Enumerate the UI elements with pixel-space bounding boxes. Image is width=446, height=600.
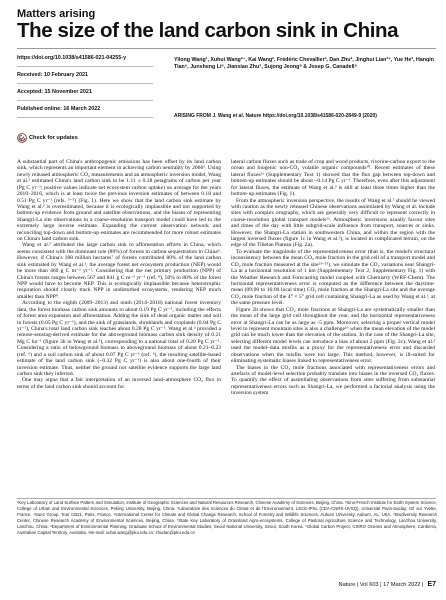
body-paragraph: To evaluate the magnitude of the representativeness error (that is, the model's structural inconsistency between the mean CO₂ mole fraction in the grid cell of a transport model and CO₂ mole fraction measured at the site¹³⁻¹⁵), we simulate the CO₂ variations near Shangri-La at a horizontal resolution of 1 km (Supplementary Text 2, Supplementary Fig. 1) with the Weather Research and Forecasting model coupled with Chemistry (WRF-Chem). The horizontal representativeness error is computed as the difference between the daytime-mean (09:00 to 16:00 local time) CO₂ mole fraction at the Shangri-La site and the average CO₂ mole fraction of the 4° × 5° grid cell containing Shangri-La as used by Wang et al.², at the same pressure level.: [231, 248, 435, 307]
page-footer: [339, 581, 436, 588]
check-for-updates-link[interactable]: Check for updates: [29, 135, 78, 141]
meta-divider: [17, 83, 153, 84]
affiliations-footnote: ¹Key Laboratory of Land Surface Pattern and Simulation, Institute of Geographic Sciences and Natural Resources Research, Chinese Academy of Sciences, Beijing, China. ²Sino-French Institute for Earth System Science, College of Urban and Environmental Sciences, Peking University, Beijing, China. ³Laboratoire des Sciences du Climat et de l'Environnement, LSCE-IPSL (CEA-CNRS-UVSQ), Université Paris-Saclay, Gif sur Yvette, France. ⁴Suez Group, Tour CB21, Paris, France. ⁵International Center for Climate and Global Change Research, School of Forestry and Wildlife Sciences, Auburn University, Auburn, AL, USA. ⁶Biodiversity Research Center, Chinese Research Academy of Environmental Sciences, Beijing, China. ⁷State Key Laboratory of Grassland Agro-ecosystems, College of Pastoral Agriculture Science and Technology, Lanzhou University, Lanzhou, China. ⁸Department of Environmental Planning, Graduate School of Environmental Studies, Seoul National University, Seoul, South Korea. ⁹Global Carbon Project, CSIRO Oceans and Atmosphere, Canberra, Australian Capital Territory, Australia. ✉e-mail: xuhui.wang@pku.edu.cn; zhudan@pku.edu.cn: [17, 500, 437, 535]
body-paragraph: lateral carbon fluxes such as trade of crop and wood products, riverine-carbon export to the ocean and biogenic non-CO₂ volatile organic compounds¹⁰. Recent estimates of these lateral fluxes¹¹ (Supplementary Text 1) showed that the flux gap between top-down and bottom-up estimates should be about ~0.14 Pg C yr⁻¹. Therefore, even after this adjustment for lateral fluxes, the estimate of Wang et al.² is still at least three times higher than the bottom-up estimates (Fig. 1).: [231, 159, 435, 198]
body-paragraph: The biases in the CO₂ mole fractions associated with representativeness errors and artefacts of model-level selection probably translate into biases in the inversed CO₂ fluxes. To quantify the effect of assimilating observations from sites suffering from substantial representativeness errors such as Shangri-La, we performed a factorial analysis using the inversion system: [231, 364, 435, 397]
section-label: Matters arising: [17, 8, 96, 20]
body-paragraph: From the atmospheric inversion perspective, the results of Wang et al.² should be viewed with caution as the newly released Chinese observations assimilated by Wang et al. include sites with complex orography, which are generally very difficult to represent correctly in coarse-resolution global transport models¹². Atmospheric inversions usually favour sites and times of the day with little subgrid-scale influence from transport, sources or sinks. However, the Shangri-La station in southwestern China, and within the region with the largest inversed fluxes (figure 1c in Wang et al.²), is located in complicated terrain, on the edge of the Tibetan Plateau (Fig. 2a).: [231, 197, 435, 249]
body-paragraph: According to the eighth (2009–2013) and ninth (2014–2018) national forest inventory data, the forest biomass carbon sink amounts to about 0.19 Pg C yr⁻¹, including the effects of forest area expansion and afforestation. Adding the sink of dead organic matter and soil in forests (0.05 Pg C yr⁻¹), and the sink of grasslands, shrublands and croplands (0.04 Pg C yr⁻¹), China's total land carbon sink reaches about 0.28 Pg C yr⁻¹. Wang et al.² provided a remote-sensing-derived estimate for the aboveground biomass carbon sink density of 0.21 Mg C ha⁻¹ (figure 3b in Wang et al.²), corresponding to a national total of 0.20 Pg C yr⁻¹. Considering a ratio of belowground biomass to aboveground biomass of about 0.21–0.23 (ref. ⁶) and a soil carbon sink of about 0.07 Pg C yr⁻¹ (ref. ⁶), the resulting satellite-based estimate of the land carbon sink (~0.32 Pg C yr⁻¹) is also about one-fourth of their inversion estimate. Thus, neither the ground nor satellite evidence supports the large land carbon sink they inferred.: [17, 300, 221, 377]
body-paragraph: One may argue that a fair interpretation of an inversed land–atmosphere CO₂ flux in terms of the land carbon sink should account for: [17, 377, 221, 390]
journal-citation: Nature | Vol 603 | 17 March 2022 |: [338, 582, 424, 588]
check-for-updates-icon[interactable]: [17, 133, 27, 143]
accepted-date: Accepted: 15 November 2021: [17, 89, 92, 95]
body-paragraph: Wang et al.² attributed the large carbon sink to afforestation efforts in China, which seems consistent with the dominant role (80%) of forests in carbon sequestration in China⁶. However, if China's 188 million hectares⁷ of forests contributed 80% of the land carbon sink estimated by Wang et al.², the average forest net ecosystem production (NEP) would be more than 460 g C m⁻² yr⁻¹. Considering that the net primary production (NPP) of China's forests ranges between 567 and 841 g C m⁻² yr⁻¹ (ref. ⁸), 50% to 80% of the forest NPP would have to become NEP. This is ecologically implausible because heterotrophic respiration should closely track NPP in undisturbed ecosystems, rendering NEP much smaller than NPP⁹.: [17, 242, 221, 300]
body-column-left: [17, 159, 221, 497]
meta-divider: [17, 66, 153, 67]
article-title: The size of the land carbon sink in China: [17, 19, 399, 42]
body-column-right: [231, 159, 435, 497]
title-divider: [17, 48, 436, 49]
arising-from-reference[interactable]: ARISING FROM J. Wang et al. Nature https://doi.org/10.1038/s41586-020-2849-9 (2020): [174, 113, 377, 119]
author-list: Yilong Wang¹, Xuhui Wang²⁻, Kai Wang², Frédéric Chevallier³, Dan Zhu², Jinghui Lian³⁴, Yue He², Hanqin Tian⁵, Junsheng Li⁶, Jianxiao Zhu⁷, Sujong Jeong⁸ & Josep G. Canadell⁹: [174, 57, 434, 71]
body-paragraph: A substantial part of China's anthropogenic emissions has been offset by its land carbon sink, which represents an important element in achieving carbon neutrality by 2060¹. Using newly released atmospheric CO₂ measurements and an atmospheric inversion model, Wang et al.² estimated China's land carbon sink to be 1.11 ± 0.38 petagrams of carbon per year (Pg C yr⁻¹; positive values indicate net ecosystem carbon uptake) on average for the years 2010–2016, which is at least twice the previous inversion estimates of between 0.18 and 0.51 Pg C yr⁻¹ (refs. ³⁻⁵) (Fig. 1). Here we show that the land carbon sink estimate by Wang et al.² is overestimated, because it is ecologically implausible and not supported by bottom-up evidence from ground and satellite observations, and the biases of representing Shangri-La site observations in a coarse-resolution transport model could have led to the extremely large inverse estimate. Expanding the current observation network and reconciling top-down and bottom-up estimates are recommended for more robust estimates on China's land carbon sink.: [17, 159, 221, 243]
page-number: E7: [427, 581, 436, 588]
published-date: Published online: 16 March 2022: [17, 106, 101, 112]
meta-divider: [17, 117, 153, 118]
received-date: Received: 10 February 2021: [17, 72, 89, 78]
article-doi-link[interactable]: https://doi.org/10.1038/s41586-021-04255-y: [17, 55, 127, 61]
meta-divider: [17, 100, 153, 101]
footnote-divider: [17, 498, 436, 499]
body-paragraph: Figure 2b shows that CO₂ mole fractions at Shangri-La are systematically smaller than the mean of the large grid cell throughout the year, and the horizontal representativeness error at Shangri-La can be as large as -5 ppm. Moreover, selecting a proper vertical model level to represent mountain sites is also a challenge¹⁶ when the mean elevation of the model grid can be much lower than the elevation of the station. In the case of the Shangri-La site, selecting different model levels can introduce a bias of about 2 ppm (Fig. 2c). Wang et al.² used the model–data misfits as a proxy for the representativeness error and discarded observations when the misfits were too large. This method, however, is ill-suited for eliminating systematic biases linked to representativeness error.: [231, 306, 435, 365]
